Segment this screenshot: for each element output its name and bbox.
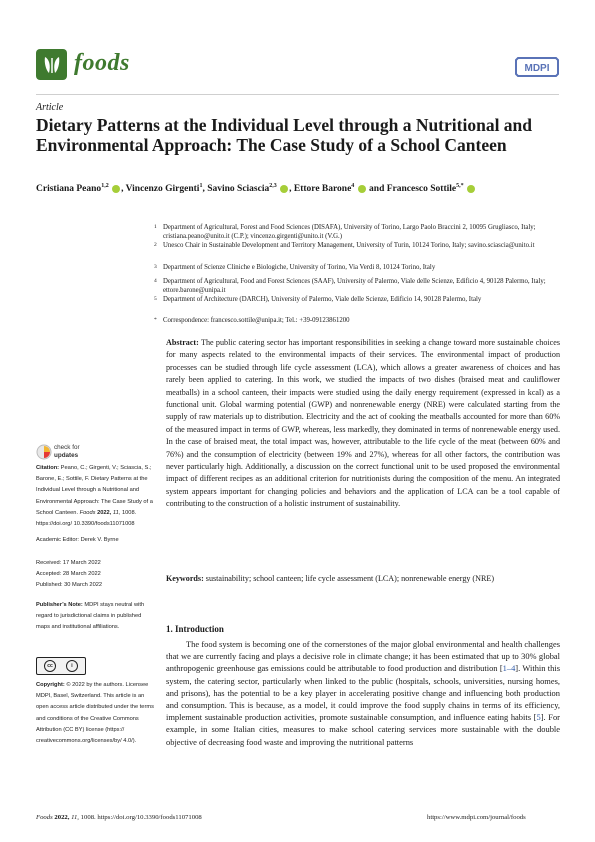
author-affil: 2,3	[269, 183, 277, 189]
correspondence: * Correspondence: francesco.sottile@unipa.it; Tel.: +39-09123861200	[154, 317, 350, 324]
affiliation: 2 Unesco Chair in Sustainable Development and Territory Management, University of Turin, 10124 Torino, Italy; savino.sciascia@unito.it	[154, 242, 535, 249]
article-type: Article	[36, 102, 64, 113]
copyright-notice: Copyright: © 2022 by the authors. Licensee MDPI, Basel, Switzerland. This article is an open access article distributed under the terms and conditions of the Creative Commons Attribution (CC BY) license (https:// creativecommons.org/licenses/by/ 4.0/).	[36, 682, 154, 745]
academic-editor: Academic Editor: Derek V. Byrne	[36, 537, 119, 543]
check-for-updates[interactable]: check for updates	[54, 444, 80, 459]
author-name: Savino Sciascia	[207, 184, 270, 195]
published-date: Published: 30 March 2022	[36, 582, 103, 588]
orcid-icon[interactable]	[280, 185, 288, 193]
header-divider	[36, 94, 559, 95]
author-list: Cristiana Peano$^{1,2}$ , Vincenzo Girgenti$^1$, Savino Sciascia$^{2,3}$ , Ettore Barone$^4$ and Francesco Sottile$^{5,*}$	[36, 183, 566, 194]
cc-icon: cc	[44, 660, 56, 672]
author-affil: 1	[199, 183, 203, 189]
orcid-icon[interactable]	[358, 185, 366, 193]
abstract-text: The public catering sector has important responsibilities in seeking a change toward more sustainable choices for many aspects related to the environmental impacts of their services. The environmental impact of production processes can be studied through life cycle assessment (LCA), which allows a greater awareness of choices and has rarely been applied to catering. In this work, we studied the impacts of two dishes (braised meat and cauliflower meatballs) in a school canteen, their impacts were studied using the daily energy requirement (expressed in kcal) as a functional unit. Global warming potential (GWP) and nonrenewable energy (NRE) were calculated starting from the supply of raw materials up to distribution. Electricity and the act of cooking the meatballs accounted for more than 60% of the measured impact in terms of GWP, whereas, less markedly, they dominated in terms of nonrenewable energy used. In the case of braised meat, the total impact was, however, attributable to the life cycle of the meat (between 60% and 76%) and the consumption of electricity (between 19% and 27%), whereas for all other factors, the contribution was never particularly high. Additionally, a discussion on the correct functional unit to be used proposed the environmental impact of different recipes as an additional criterion for nutritionists during the composition of the menu. An integrated system appears important for changing policies and behaviors and the application of LCA can be a tool capable of contributing to the construction of a holistic instrument of sustainability.	[166, 338, 560, 509]
footer-citation: Foods 2022, 11, 1008. https://doi.org/10.3390/foods11071008	[36, 814, 202, 821]
article-title: Dietary Patterns at the Individual Level through a Nutritional and Environmental Approach: The Case Study of a School Canteen	[36, 115, 533, 155]
citation-block: Citation: Peano, C.; Girgenti, V.; Sciascia, S.; Barone, E.; Sottile, F. Dietary Patterns at the Individual Level through a Nutritional and Environmental Approach: The Case Study of a School Canteen. Foods 2022, 11, 1008. https://doi.org/ 10.3390/foods11071008	[36, 465, 153, 528]
keywords-label: Keywords:	[166, 574, 204, 583]
author-affil: 4	[351, 183, 355, 189]
check-for-updates-icon[interactable]	[36, 444, 52, 460]
affiliation: 4 Department of Agricultural, Food and Forest Sciences (SAAF), University of Palermo, Viale delle Scienze, Edificio 4, 90128 Palermo, Italy; ettore.barone@unipa.it	[154, 278, 546, 294]
footer-journal-link[interactable]: https://www.mdpi.com/journal/foods	[427, 814, 526, 821]
abstract-label: Abstract:	[166, 338, 199, 347]
publisher-note: Publisher’s Note: MDPI stays neutral with regard to jurisdictional claims in published maps and institutional affiliations.	[36, 602, 145, 631]
attribution-icon: i	[66, 660, 78, 672]
author-affil: 1,2	[101, 183, 109, 189]
introduction-text: The food system is becoming one of the cornerstones of the major global environmental and health challenges that we are currently facing and plays a decisive role in climate change; it has been estimated that up to 30% global anthropogenic greenhouse gas emissions could be attributable to food production and distribution [1–4]. Within this system, the catering sector, particularly when linked to the public (hospitals, schools, universities, nursing homes, and prisons), has the potential to be a key player in accelerating positive change and influencing both production and consumption. This is because, as a model, it could improve the food supply chains in terms of its efficiency, implement sustainable production activities, promote sustainable consumption, and influence eating habits [5]. For example, in some Italian cities, measures to make school catering services more sustainable with the double objective of decreasing food waste and improving the nutritional patterns	[166, 639, 560, 747]
accepted-date: Accepted: 28 March 2022	[36, 571, 101, 577]
orcid-icon[interactable]	[112, 185, 120, 193]
affiliation: 1 Department of Agricultural, Forest and Food Sciences (DISAFA), University of Torino, Largo Paolo Braccini 2, 10095 Grugliasco, Italy; cristiana.peano@unito.it (C.P.); vincenzo.girgenti@unito.it (V.G.)	[154, 224, 536, 240]
author-affil: 5,*	[456, 183, 464, 189]
affiliation: 5 Department of Architecture (DARCH), University of Palermo, Viale delle Scienze, Edificio 14, 90128 Palermo, Italy	[154, 296, 482, 303]
author-name: Vincenzo Girgenti	[125, 184, 200, 195]
keywords	[166, 573, 560, 585]
author-name: Cristiana Peano	[36, 184, 102, 195]
mdpi-logo-icon	[514, 56, 560, 78]
keywords-text: sustainability; school canteen; life cycle assessment (LCA); nonrenewable energy (NRE)	[205, 574, 495, 583]
affiliation: 3 Department of Scienze Cliniche e Biologiche, University of Torino, Via Verdi 8, 10124 Torino, Italy	[154, 264, 436, 271]
publisher-logo-text: MDPI	[524, 63, 550, 74]
abstract	[166, 337, 560, 511]
journal-name: foods	[74, 50, 130, 76]
citation-link[interactable]: 5	[536, 712, 541, 723]
cc-by-license-icon[interactable]	[36, 657, 86, 675]
received-date: Received: 17 March 2022	[36, 560, 101, 566]
citation-link[interactable]: 1–4	[502, 663, 516, 674]
author-name: Ettore Barone	[293, 184, 352, 195]
section-heading: 1. Introduction	[166, 624, 224, 634]
orcid-icon[interactable]	[467, 185, 475, 193]
author-name: Francesco Sottile	[386, 184, 457, 195]
foods-logo-icon	[36, 49, 67, 80]
